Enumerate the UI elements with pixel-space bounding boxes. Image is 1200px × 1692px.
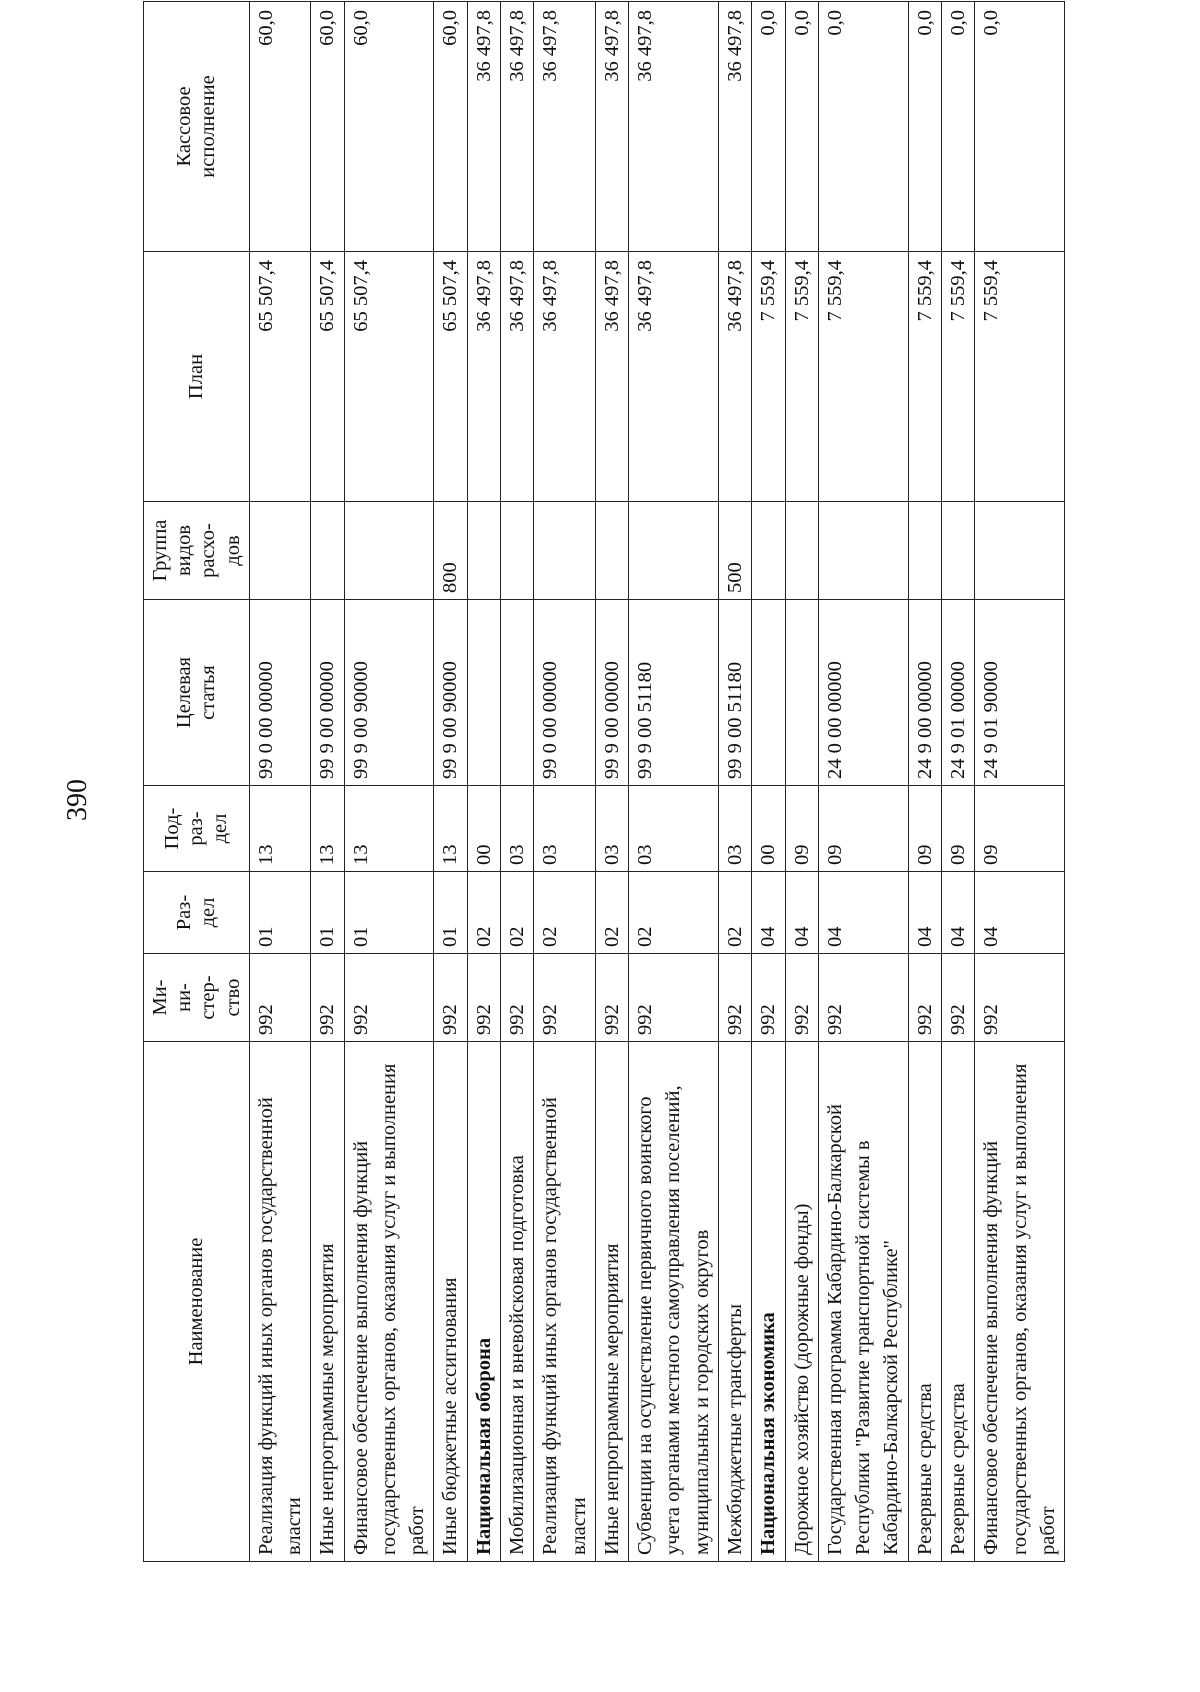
- row-name: Государственная программа Кабардино-Балкарской Республики "Развитие транспортной системы в Кабардино-Балкарской Республике": [818, 1042, 908, 1562]
- row-subsection: 03: [501, 786, 534, 872]
- row-target-article: 24 0 00 00000: [818, 600, 908, 786]
- row-name: Дорожное хозяйство (дорожные фонды): [785, 1042, 818, 1562]
- header-plan: План: [144, 252, 250, 502]
- row-subsection: 03: [534, 786, 596, 872]
- row-cash-execution: 60,0: [344, 2, 434, 252]
- table-row: [311, 2, 344, 1562]
- row-cash-execution: 60,0: [311, 2, 344, 252]
- row-plan: 7 559,4: [908, 252, 941, 502]
- row-cash-execution: 60,0: [249, 2, 311, 252]
- row-target-article: [467, 600, 500, 786]
- row-name: Мобилизационная и вневойсковая подготовка: [501, 1042, 534, 1562]
- row-target-article: 99 9 00 00000: [595, 600, 628, 786]
- row-expense-group: [534, 502, 596, 600]
- row-cash-execution: 36 497,8: [534, 2, 596, 252]
- row-name: Иные непрограммные мероприятия: [595, 1042, 628, 1562]
- table-row: [434, 2, 467, 1562]
- row-target-article: [501, 600, 534, 786]
- row-ministry: 992: [718, 954, 751, 1042]
- header-cash-execution: Кассовое исполнение: [144, 2, 250, 252]
- table-row: [975, 2, 1065, 1562]
- row-ministry: 992: [975, 954, 1065, 1042]
- row-plan: 7 559,4: [752, 252, 785, 502]
- table-row: [908, 2, 941, 1562]
- row-plan: 36 497,8: [534, 252, 596, 502]
- row-name: Резервные средства: [908, 1042, 941, 1562]
- table-row: [818, 2, 908, 1562]
- table-row: [534, 2, 596, 1562]
- row-expense-group: [629, 502, 719, 600]
- row-subsection: 13: [249, 786, 311, 872]
- page-number: 390: [62, 779, 93, 821]
- row-subsection: 13: [434, 786, 467, 872]
- row-plan: 36 497,8: [467, 252, 500, 502]
- table-row: [785, 2, 818, 1562]
- row-section: 01: [434, 872, 467, 954]
- row-section: 01: [249, 872, 311, 954]
- row-target-article: 99 9 00 90000: [434, 600, 467, 786]
- row-plan: 65 507,4: [434, 252, 467, 502]
- row-target-article: 99 9 00 51180: [629, 600, 719, 786]
- row-cash-execution: 0,0: [752, 2, 785, 252]
- row-subsection: 03: [718, 786, 751, 872]
- row-expense-group: 500: [718, 502, 751, 600]
- table-row: [595, 2, 628, 1562]
- row-cash-execution: 36 497,8: [467, 2, 500, 252]
- row-ministry: 992: [311, 954, 344, 1042]
- row-cash-execution: 36 497,8: [718, 2, 751, 252]
- row-ministry: 992: [434, 954, 467, 1042]
- row-plan: 65 507,4: [344, 252, 434, 502]
- row-subsection: 13: [344, 786, 434, 872]
- row-name: Национальная оборона: [467, 1042, 500, 1562]
- row-expense-group: [785, 502, 818, 600]
- table-row: [344, 2, 434, 1562]
- row-subsection: 03: [595, 786, 628, 872]
- row-expense-group: [941, 502, 974, 600]
- row-ministry: 992: [595, 954, 628, 1042]
- table-row: [501, 2, 534, 1562]
- row-plan: 7 559,4: [975, 252, 1065, 502]
- row-name: Иные непрограммные мероприятия: [311, 1042, 344, 1562]
- row-name: Резервные средства: [941, 1042, 974, 1562]
- row-ministry: 992: [629, 954, 719, 1042]
- row-name: Реализация функций иных органов государственной власти: [249, 1042, 311, 1562]
- row-expense-group: [595, 502, 628, 600]
- row-expense-group: [501, 502, 534, 600]
- row-plan: 36 497,8: [718, 252, 751, 502]
- header-subsection: Под- раз- дел: [144, 786, 250, 872]
- row-subsection: 00: [467, 786, 500, 872]
- row-plan: 7 559,4: [941, 252, 974, 502]
- row-target-article: [785, 600, 818, 786]
- row-name: Финансовое обеспечение выполнения функций государственных органов, оказания услуг и выполнения работ: [975, 1042, 1065, 1562]
- row-expense-group: 800: [434, 502, 467, 600]
- row-plan: 36 497,8: [595, 252, 628, 502]
- row-name: Финансовое обеспечение выполнения функций государственных органов, оказания услуг и выполнения работ: [344, 1042, 434, 1562]
- row-name: Иные бюджетные ассигнования: [434, 1042, 467, 1562]
- row-target-article: 99 9 00 90000: [344, 600, 434, 786]
- row-section: 02: [467, 872, 500, 954]
- table-row: [752, 2, 785, 1562]
- header-target-article: Целевая статья: [144, 600, 250, 786]
- row-subsection: 09: [785, 786, 818, 872]
- row-name: Межбюджетные трансферты: [718, 1042, 751, 1562]
- row-expense-group: [752, 502, 785, 600]
- row-ministry: 992: [785, 954, 818, 1042]
- row-section: 02: [718, 872, 751, 954]
- row-ministry: 992: [249, 954, 311, 1042]
- row-target-article: 99 0 00 00000: [534, 600, 596, 786]
- row-expense-group: [249, 502, 311, 600]
- row-section: 02: [595, 872, 628, 954]
- table-row: [467, 2, 500, 1562]
- row-target-article: [752, 600, 785, 786]
- row-plan: 7 559,4: [818, 252, 908, 502]
- row-target-article: 99 9 00 51180: [718, 600, 751, 786]
- row-section: 04: [752, 872, 785, 954]
- row-ministry: 992: [752, 954, 785, 1042]
- row-subsection: 09: [975, 786, 1065, 872]
- row-target-article: 24 9 01 00000: [941, 600, 974, 786]
- row-subsection: 13: [311, 786, 344, 872]
- row-cash-execution: 0,0: [908, 2, 941, 252]
- row-cash-execution: 0,0: [975, 2, 1065, 252]
- row-plan: 36 497,8: [629, 252, 719, 502]
- row-subsection: 09: [818, 786, 908, 872]
- row-section: 02: [629, 872, 719, 954]
- row-expense-group: [818, 502, 908, 600]
- row-target-article: 99 0 00 00000: [249, 600, 311, 786]
- row-cash-execution: 0,0: [785, 2, 818, 252]
- row-section: 02: [534, 872, 596, 954]
- row-expense-group: [467, 502, 500, 600]
- row-ministry: 992: [344, 954, 434, 1042]
- row-ministry: 992: [941, 954, 974, 1042]
- row-cash-execution: 0,0: [941, 2, 974, 252]
- budget-table: [143, 1, 1065, 1562]
- row-target-article: 24 9 01 90000: [975, 600, 1065, 786]
- row-section: 02: [501, 872, 534, 954]
- row-plan: 65 507,4: [249, 252, 311, 502]
- row-expense-group: [908, 502, 941, 600]
- row-subsection: 09: [941, 786, 974, 872]
- row-name: Национальная экономика: [752, 1042, 785, 1562]
- row-section: 04: [785, 872, 818, 954]
- row-ministry: 992: [501, 954, 534, 1042]
- row-target-article: 99 9 00 00000: [311, 600, 344, 786]
- table-row: [718, 2, 751, 1562]
- row-cash-execution: 36 497,8: [629, 2, 719, 252]
- row-section: 04: [818, 872, 908, 954]
- row-plan: 7 559,4: [785, 252, 818, 502]
- row-ministry: 992: [818, 954, 908, 1042]
- row-subsection: 03: [629, 786, 719, 872]
- header-expense-group: Группа видов расхо- дов: [144, 502, 250, 600]
- row-subsection: 00: [752, 786, 785, 872]
- table-row: [249, 2, 311, 1562]
- table-row: [629, 2, 719, 1562]
- row-cash-execution: 36 497,8: [501, 2, 534, 252]
- row-ministry: 992: [908, 954, 941, 1042]
- row-expense-group: [311, 502, 344, 600]
- row-section: 04: [908, 872, 941, 954]
- header-ministry: Ми- ни- стер- ство: [144, 954, 250, 1042]
- header-name: Наименование: [144, 1042, 250, 1562]
- table-header-row: [144, 2, 250, 1562]
- row-section: 04: [975, 872, 1065, 954]
- header-section: Раз- дел: [144, 872, 250, 954]
- rotated-page-content: [143, 2, 1200, 1562]
- row-name: Реализация функций иных органов государственной власти: [534, 1042, 596, 1562]
- row-expense-group: [344, 502, 434, 600]
- row-section: 01: [311, 872, 344, 954]
- row-ministry: 992: [534, 954, 596, 1042]
- row-name: Субвенции на осуществление первичного воинского учета органами местного самоуправления поселений, муниципальных и городских округов: [629, 1042, 719, 1562]
- row-plan: 36 497,8: [501, 252, 534, 502]
- row-ministry: 992: [467, 954, 500, 1042]
- row-section: 01: [344, 872, 434, 954]
- row-cash-execution: 0,0: [818, 2, 908, 252]
- row-cash-execution: 36 497,8: [595, 2, 628, 252]
- row-section: 04: [941, 872, 974, 954]
- table-row: [941, 2, 974, 1562]
- row-subsection: 09: [908, 786, 941, 872]
- row-expense-group: [975, 502, 1065, 600]
- row-cash-execution: 60,0: [434, 2, 467, 252]
- row-plan: 65 507,4: [311, 252, 344, 502]
- row-target-article: 24 9 00 00000: [908, 600, 941, 786]
